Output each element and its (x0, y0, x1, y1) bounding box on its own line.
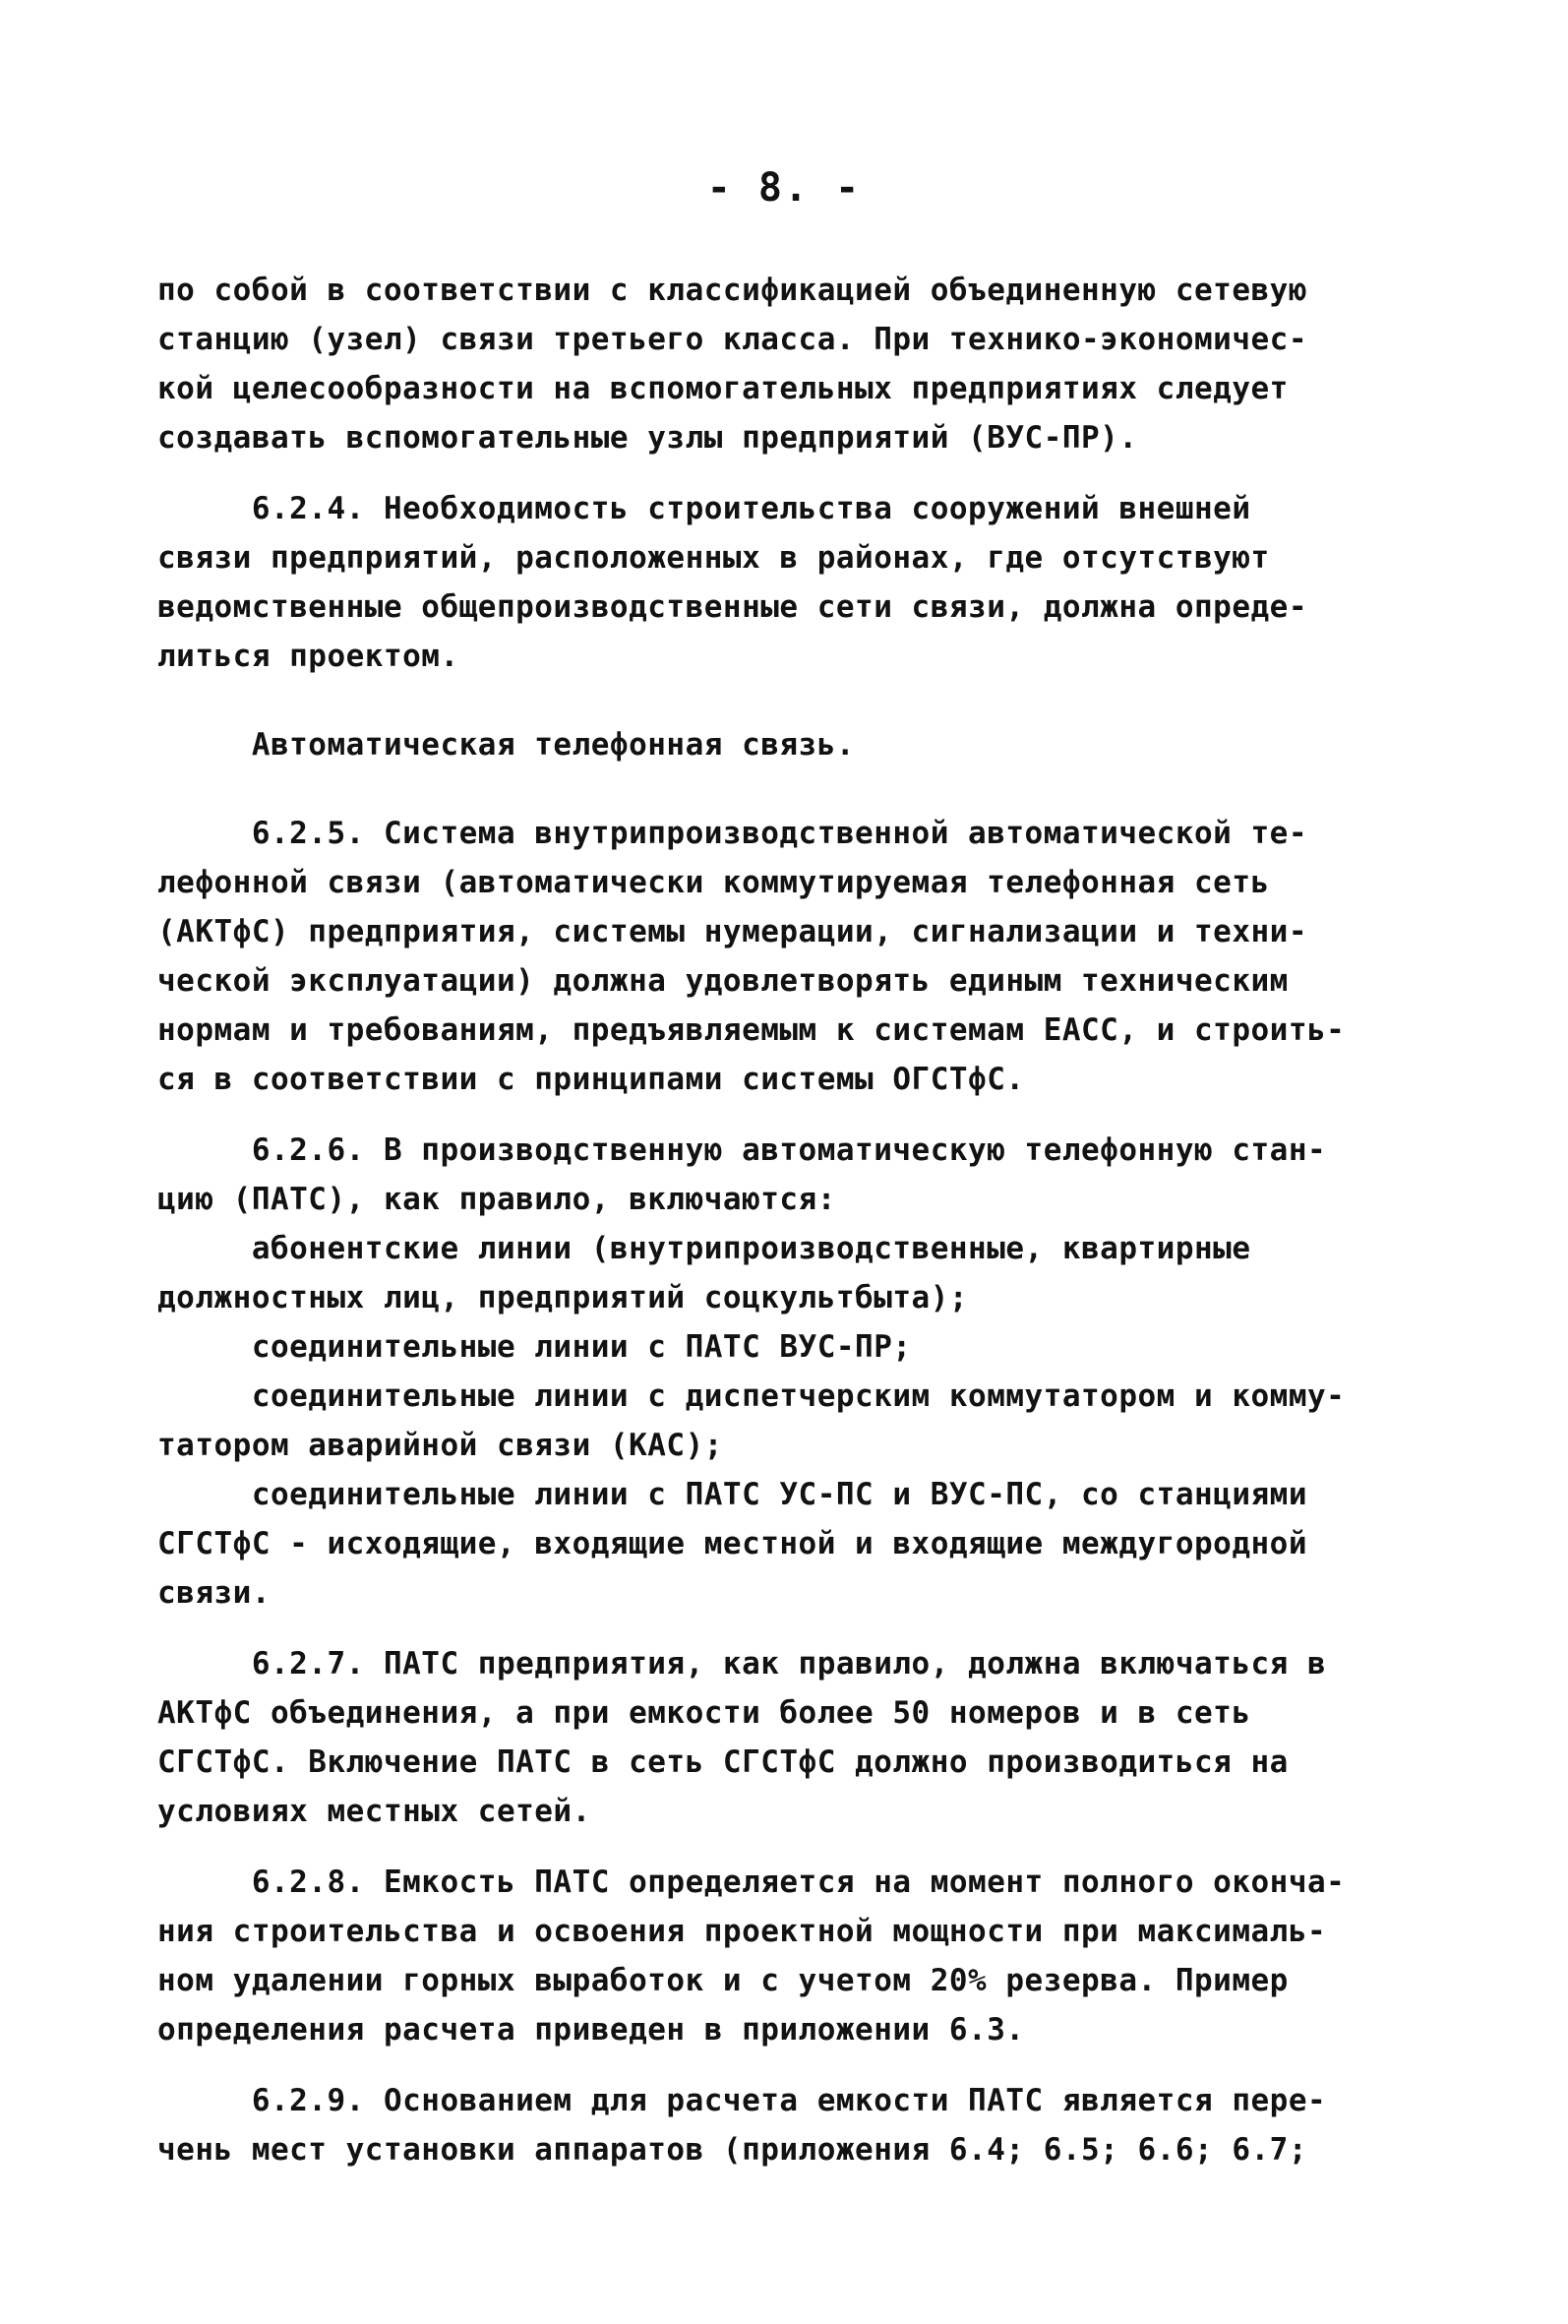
text-line: ния строительства и освоения проектной мощности при максималь- (157, 1914, 1327, 1949)
text-line: 6.2.9. Основанием для расчета емкости ПАТС является пере- (157, 2083, 1327, 2118)
text-line: станцию (узел) связи третьего класса. При технико-экономичес- (157, 322, 1307, 357)
text-line: нормам и требованиям, предъявляемым к системам ЕАСС, и строить- (157, 1012, 1346, 1048)
body-text (157, 266, 1426, 2174)
text-line: литься проектом. (157, 639, 459, 674)
text-line: абонентские линии (внутрипроизводственные, квартирные (157, 1231, 1251, 1266)
text-line: ся в соответствии с принципами системы ОГСТфС. (157, 1062, 1025, 1097)
paragraph-6-2-9 (157, 2076, 1426, 2174)
text-line: создавать вспомогательные узлы предприятий (ВУС-ПР). (157, 420, 1138, 456)
text-line: СГСТфС. Включение ПАТС в сеть СГСТфС должно производиться на (157, 1744, 1289, 1780)
text-line: ном удалении горных выработок и с учетом 20% резерва. Пример (157, 1963, 1289, 1998)
text-line: соединительные линии с ПАТС УС-ПС и ВУС-ПС, со станциями (157, 1477, 1307, 1512)
text-line: соединительные линии с ПАТС ВУС-ПР; (157, 1329, 912, 1365)
text-line: 6.2.6. В производственную автоматическую телефонную стан- (157, 1132, 1327, 1168)
text-line: (АКТфС) предприятия, системы нумерации, сигнализации и техни- (157, 914, 1307, 949)
text-line: чень мест установки аппаратов (приложения 6.4; 6.5; 6.6; 6.7; (157, 2132, 1307, 2168)
text-line: татором аварийной связи (КАС); (157, 1428, 723, 1463)
text-line: СГСТфС - исходящие, входящие местной и входящие междугородной (157, 1526, 1307, 1561)
text-line: 6.2.7. ПАТС предприятия, как правило, должна включаться в (157, 1646, 1327, 1682)
text-line: 6.2.4. Необходимость строительства сооружений внешней (157, 491, 1251, 526)
text-line: связи. (157, 1575, 271, 1611)
paragraph-6-2-6 (157, 1126, 1426, 1618)
paragraph-6-2-7 (157, 1639, 1426, 1836)
text-line: ческой эксплуатации) должна удовлетворять единым техническим (157, 963, 1289, 999)
paragraph-6-2-4 (157, 484, 1426, 681)
paragraph-continuation (157, 266, 1426, 462)
text-line: кой целесообразности на вспомогательных предприятиях следует (157, 371, 1289, 406)
text-line: 6.2.8. Емкость ПАТС определяется на момент полного оконча- (157, 1865, 1346, 1900)
section-heading (157, 720, 1426, 769)
text-line: ведомственные общепроизводственные сети связи, должна опреде- (157, 589, 1307, 625)
section-title: Автоматическая телефонная связь. (157, 727, 856, 763)
text-line: АКТфС объединения, а при емкости более 50 номеров и в сеть (157, 1695, 1251, 1731)
text-line: лефонной связи (автоматически коммутируемая телефонная сеть (157, 865, 1270, 900)
text-line: соединительные линии с диспетчерским коммутатором и комму- (157, 1378, 1346, 1414)
paragraph-6-2-8 (157, 1858, 1426, 2054)
text-line: условиях местных сетей. (157, 1794, 591, 1829)
page-number: - 8. - (706, 165, 862, 211)
text-line: по собой в соответствии с классификацией объединенную сетевую (157, 273, 1307, 308)
text-line: 6.2.5. Система внутрипроизводственной автоматической те- (157, 816, 1307, 851)
text-line: связи предприятий, расположенных в районах, где отсутствуют (157, 540, 1270, 576)
text-line: определения расчета приведен в приложении 6.3. (157, 2012, 1025, 2048)
text-line: цию (ПАТС), как правило, включаются: (157, 1182, 836, 1217)
text-line: должностных лиц, предприятий соцкультбыта); (157, 1280, 969, 1315)
paragraph-6-2-5 (157, 809, 1426, 1104)
